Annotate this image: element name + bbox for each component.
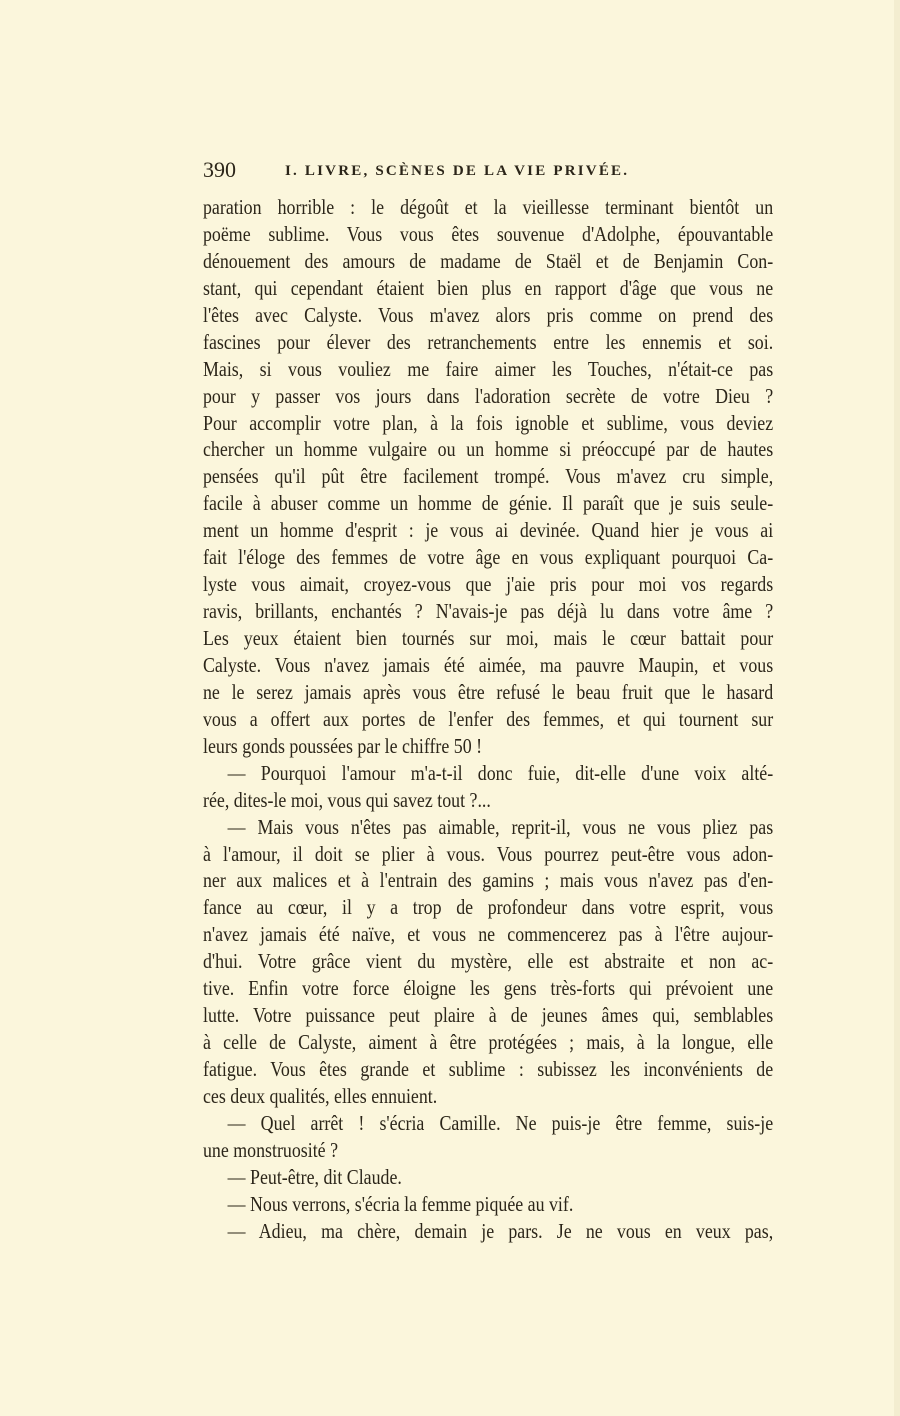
page-edge	[894, 0, 900, 1416]
paragraph	[203, 760, 773, 814]
text-line: ces deux qualités, elles ennuient.	[203, 1083, 438, 1108]
text-line: rée, dites-le moi, vous qui savez tout ?...	[203, 787, 491, 812]
text-line: leurs gonds poussées par le chiffre 50 !	[203, 733, 483, 758]
text-line: facile à abuser comme un homme de génie. Il paraît que je suis seule-	[203, 491, 774, 516]
text-line: fatigue. Vous êtes grande et sublime : subissez les inconvénients de	[203, 1057, 774, 1081]
paragraph	[203, 1164, 773, 1191]
text-line: paration horrible : le dégoût et la vieillesse terminant bientôt un	[203, 195, 774, 219]
text-line: ravis, brillants, enchantés ? N'avais-je pas déjà lu dans votre âme ?	[203, 599, 774, 624]
text-line: ner aux malices et à l'entrain des gamins ; mais vous n'avez pas d'en-	[203, 868, 774, 893]
body-text	[203, 194, 773, 1245]
text-line: pour y passer vos jours dans l'adoration secrète de votre Dieu ?	[203, 383, 774, 408]
text-line: Mais, si vous vouliez me faire aimer les Touches, n'était-ce pas	[203, 356, 774, 381]
text-line: stant, qui cependant étaient bien plus en rapport d'âge que vous ne	[203, 275, 774, 300]
page-number: 390	[203, 157, 236, 182]
text-line: poëme sublime. Vous vous êtes souvenue d'Adolphe, épouvantable	[203, 221, 774, 246]
text-line: — Mais vous n'êtes pas aimable, reprit-il, vous ne vous pliez pas	[227, 814, 774, 839]
text-line: dénouement des amours de madame de Staël et de Benjamin Con-	[203, 248, 774, 273]
text-line: fance au cœur, il y a trop de profondeur dans votre esprit, vous	[203, 895, 774, 920]
paragraph	[203, 1110, 773, 1164]
text-line: l'êtes avec Calyste. Vous m'avez alors pris comme on prend des	[203, 302, 774, 327]
text-line: tive. Enfin votre force éloigne les gens très-forts qui prévoient une	[203, 976, 774, 1001]
running-title: I. LIVRE, SCÈNES DE LA VIE PRIVÉE.	[285, 163, 630, 179]
text-line: fascines pour élever des retranchements entre les ennemis et soi.	[203, 329, 774, 354]
text-line: une monstruosité ?	[203, 1137, 339, 1162]
text-line: fait l'éloge des femmes de votre âge en vous expliquant pourquoi Ca-	[203, 545, 774, 570]
running-header	[203, 156, 773, 184]
text-line: vous a offert aux portes de l'enfer des femmes, et qui tournent sur	[203, 706, 774, 731]
text-line: Pour accomplir votre plan, à la fois ignoble et sublime, vous deviez	[203, 410, 774, 435]
text-line: ment un homme d'esprit : je vous ai devinée. Quand hier je vous ai	[203, 518, 774, 543]
text-line: — Adieu, ma chère, demain je pars. Je ne vous en veux pas,	[227, 1218, 774, 1243]
text-line: Les yeux étaient bien tournés sur moi, mais le cœur battait pour	[203, 626, 774, 650]
paragraph	[203, 194, 773, 760]
text-line: d'hui. Votre grâce vient du mystère, elle est abstraite et non ac-	[203, 949, 774, 974]
text-line: ne le serez jamais après vous être refusé le beau fruit que le hasard	[203, 679, 774, 704]
text-line: — Nous verrons, s'écria la femme piquée au vif.	[227, 1191, 574, 1216]
text-line: Calyste. Vous n'avez jamais été aimée, ma pauvre Maupin, et vous	[203, 652, 774, 677]
paragraph	[203, 1218, 773, 1245]
paragraph	[203, 1191, 773, 1218]
text-line: — Quel arrêt ! s'écria Camille. Ne puis-je être femme, suis-je	[227, 1110, 774, 1135]
text-line: lutte. Votre puissance peut plaire à de jeunes âmes qui, semblables	[203, 1003, 774, 1028]
text-line: à celle de Calyste, aiment à être protégées ; mais, à la longue, elle	[203, 1030, 774, 1055]
text-line: — Pourquoi l'amour m'a-t-il donc fuie, dit-elle d'une voix alté-	[227, 760, 774, 785]
text-line: à l'amour, il doit se plier à vous. Vous pourrez peut-être vous adon-	[203, 841, 774, 866]
text-line: chercher un homme vulgaire ou un homme si préoccupé par de hautes	[203, 437, 774, 462]
paragraph	[203, 814, 773, 1110]
text-line: pensées qu'il pût être facilement trompé. Vous m'avez cru simple,	[203, 464, 774, 489]
text-line: lyste vous aimait, croyez-vous que j'aie pris pour moi vos regards	[203, 572, 774, 597]
text-line: — Peut-être, dit Claude.	[227, 1164, 402, 1189]
text-line: n'avez jamais été naïve, et vous ne commencerez pas à l'être aujour-	[203, 922, 774, 947]
